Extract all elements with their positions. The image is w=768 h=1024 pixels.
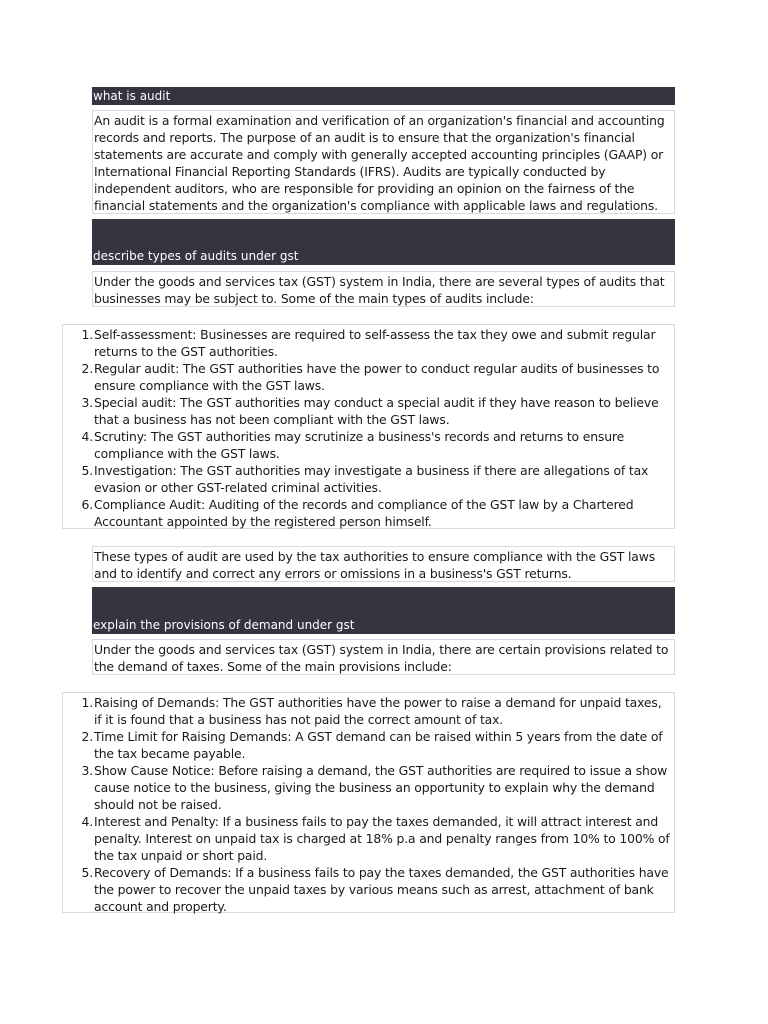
demand-provisions-list xyxy=(62,692,675,913)
heading-text: explain the provisions of demand under gst xyxy=(93,618,355,632)
list-number: 3. xyxy=(81,763,93,778)
list-text: Investigation: The GST authorities may investigate a business if there are allegations of tax evasion or other GST-related criminal activities. xyxy=(94,463,649,495)
list-number: 1. xyxy=(81,327,93,342)
list-number: 4. xyxy=(81,429,93,444)
list-number: 5. xyxy=(81,865,93,880)
heading-text: describe types of audits under gst xyxy=(93,249,299,263)
list-text: Show Cause Notice: Before raising a demand, the GST authorities are required to issue a show cause notice to the business, giving the business an opportunity to explain why the demand should not be raised. xyxy=(94,763,668,812)
section-heading-provisions-of-demand xyxy=(92,587,675,634)
paragraph-text: An audit is a formal examination and verification of an organization's financial and accounting records and reports. The purpose of an audit is to ensure that the organization's financial statements are accurate and comply with generally accepted accounting principles (GAAP) or International Financial Reporting Standards (IFRS). Audits are typically conducted by independent auditors, who are responsible for providing an opinion on the fairness of the financial statements and the organization's compliance with applicable laws and regulations. xyxy=(94,113,665,213)
audit-types-outro xyxy=(92,546,675,582)
list-text: Special audit: The GST authorities may conduct a special audit if they have reason to believe that a business has not been compliant with the GST laws. xyxy=(94,395,659,427)
list-item xyxy=(63,462,674,496)
list-number: 6. xyxy=(81,497,93,512)
list-item xyxy=(63,762,674,813)
list-item xyxy=(63,326,674,360)
list-text: Recovery of Demands: If a business fails to pay the taxes demanded, the GST authorities have the power to recover the unpaid taxes by various means such as arrest, attachment of bank account and property. xyxy=(94,865,669,914)
list-text: Regular audit: The GST authorities have the power to conduct regular audits of businesses to ensure compliance with the GST laws. xyxy=(94,361,660,393)
section-heading-what-is-audit xyxy=(92,87,675,105)
list-item xyxy=(63,496,674,530)
list-number: 5. xyxy=(81,463,93,478)
list-text: Time Limit for Raising Demands: A GST demand can be raised within 5 years from the date of the tax became payable. xyxy=(94,729,663,761)
list-text: Interest and Penalty: If a business fails to pay the taxes demanded, it will attract interest and penalty. Interest on unpaid tax is charged at 18% p.a and penalty ranges from 10% to 100% of the tax unpaid or short paid. xyxy=(94,814,670,863)
list-number: 3. xyxy=(81,395,93,410)
list-item xyxy=(63,428,674,462)
paragraph-text: These types of audit are used by the tax authorities to ensure compliance with the GST laws and to identify and correct any errors or omissions in a business's GST returns. xyxy=(94,549,656,581)
audit-types-list xyxy=(62,324,675,529)
list-number: 2. xyxy=(81,361,93,376)
demand-provisions-intro xyxy=(92,639,675,675)
list-item xyxy=(63,694,674,728)
heading-text: what is audit xyxy=(93,89,171,103)
list-item xyxy=(63,864,674,915)
list-item xyxy=(63,360,674,394)
list-text: Self-assessment: Businesses are required to self-assess the tax they owe and submit regular returns to the GST authorities. xyxy=(94,327,656,359)
section-heading-types-of-audits xyxy=(92,219,675,265)
list-item xyxy=(63,728,674,762)
list-number: 1. xyxy=(81,695,93,710)
audit-types-intro xyxy=(92,271,675,307)
list-item xyxy=(63,394,674,428)
list-number: 2. xyxy=(81,729,93,744)
paragraph-text: Under the goods and services tax (GST) system in India, there are several types of audits that businesses may be subject to. Some of the main types of audits include: xyxy=(94,274,665,306)
list-number: 4. xyxy=(81,814,93,829)
list-text: Scrutiny: The GST authorities may scrutinize a business's records and returns to ensure compliance with the GST laws. xyxy=(94,429,625,461)
audit-definition-paragraph xyxy=(92,110,675,214)
list-item xyxy=(63,813,674,864)
paragraph-text: Under the goods and services tax (GST) system in India, there are certain provisions related to the demand of taxes. Some of the main provisions include: xyxy=(94,642,669,674)
list-text: Compliance Audit: Auditing of the records and compliance of the GST law by a Chartered Accountant appointed by the registered person himself. xyxy=(94,497,634,529)
list-text: Raising of Demands: The GST authorities have the power to raise a demand for unpaid taxes, if it is found that a business has not paid the correct amount of tax. xyxy=(94,695,662,727)
